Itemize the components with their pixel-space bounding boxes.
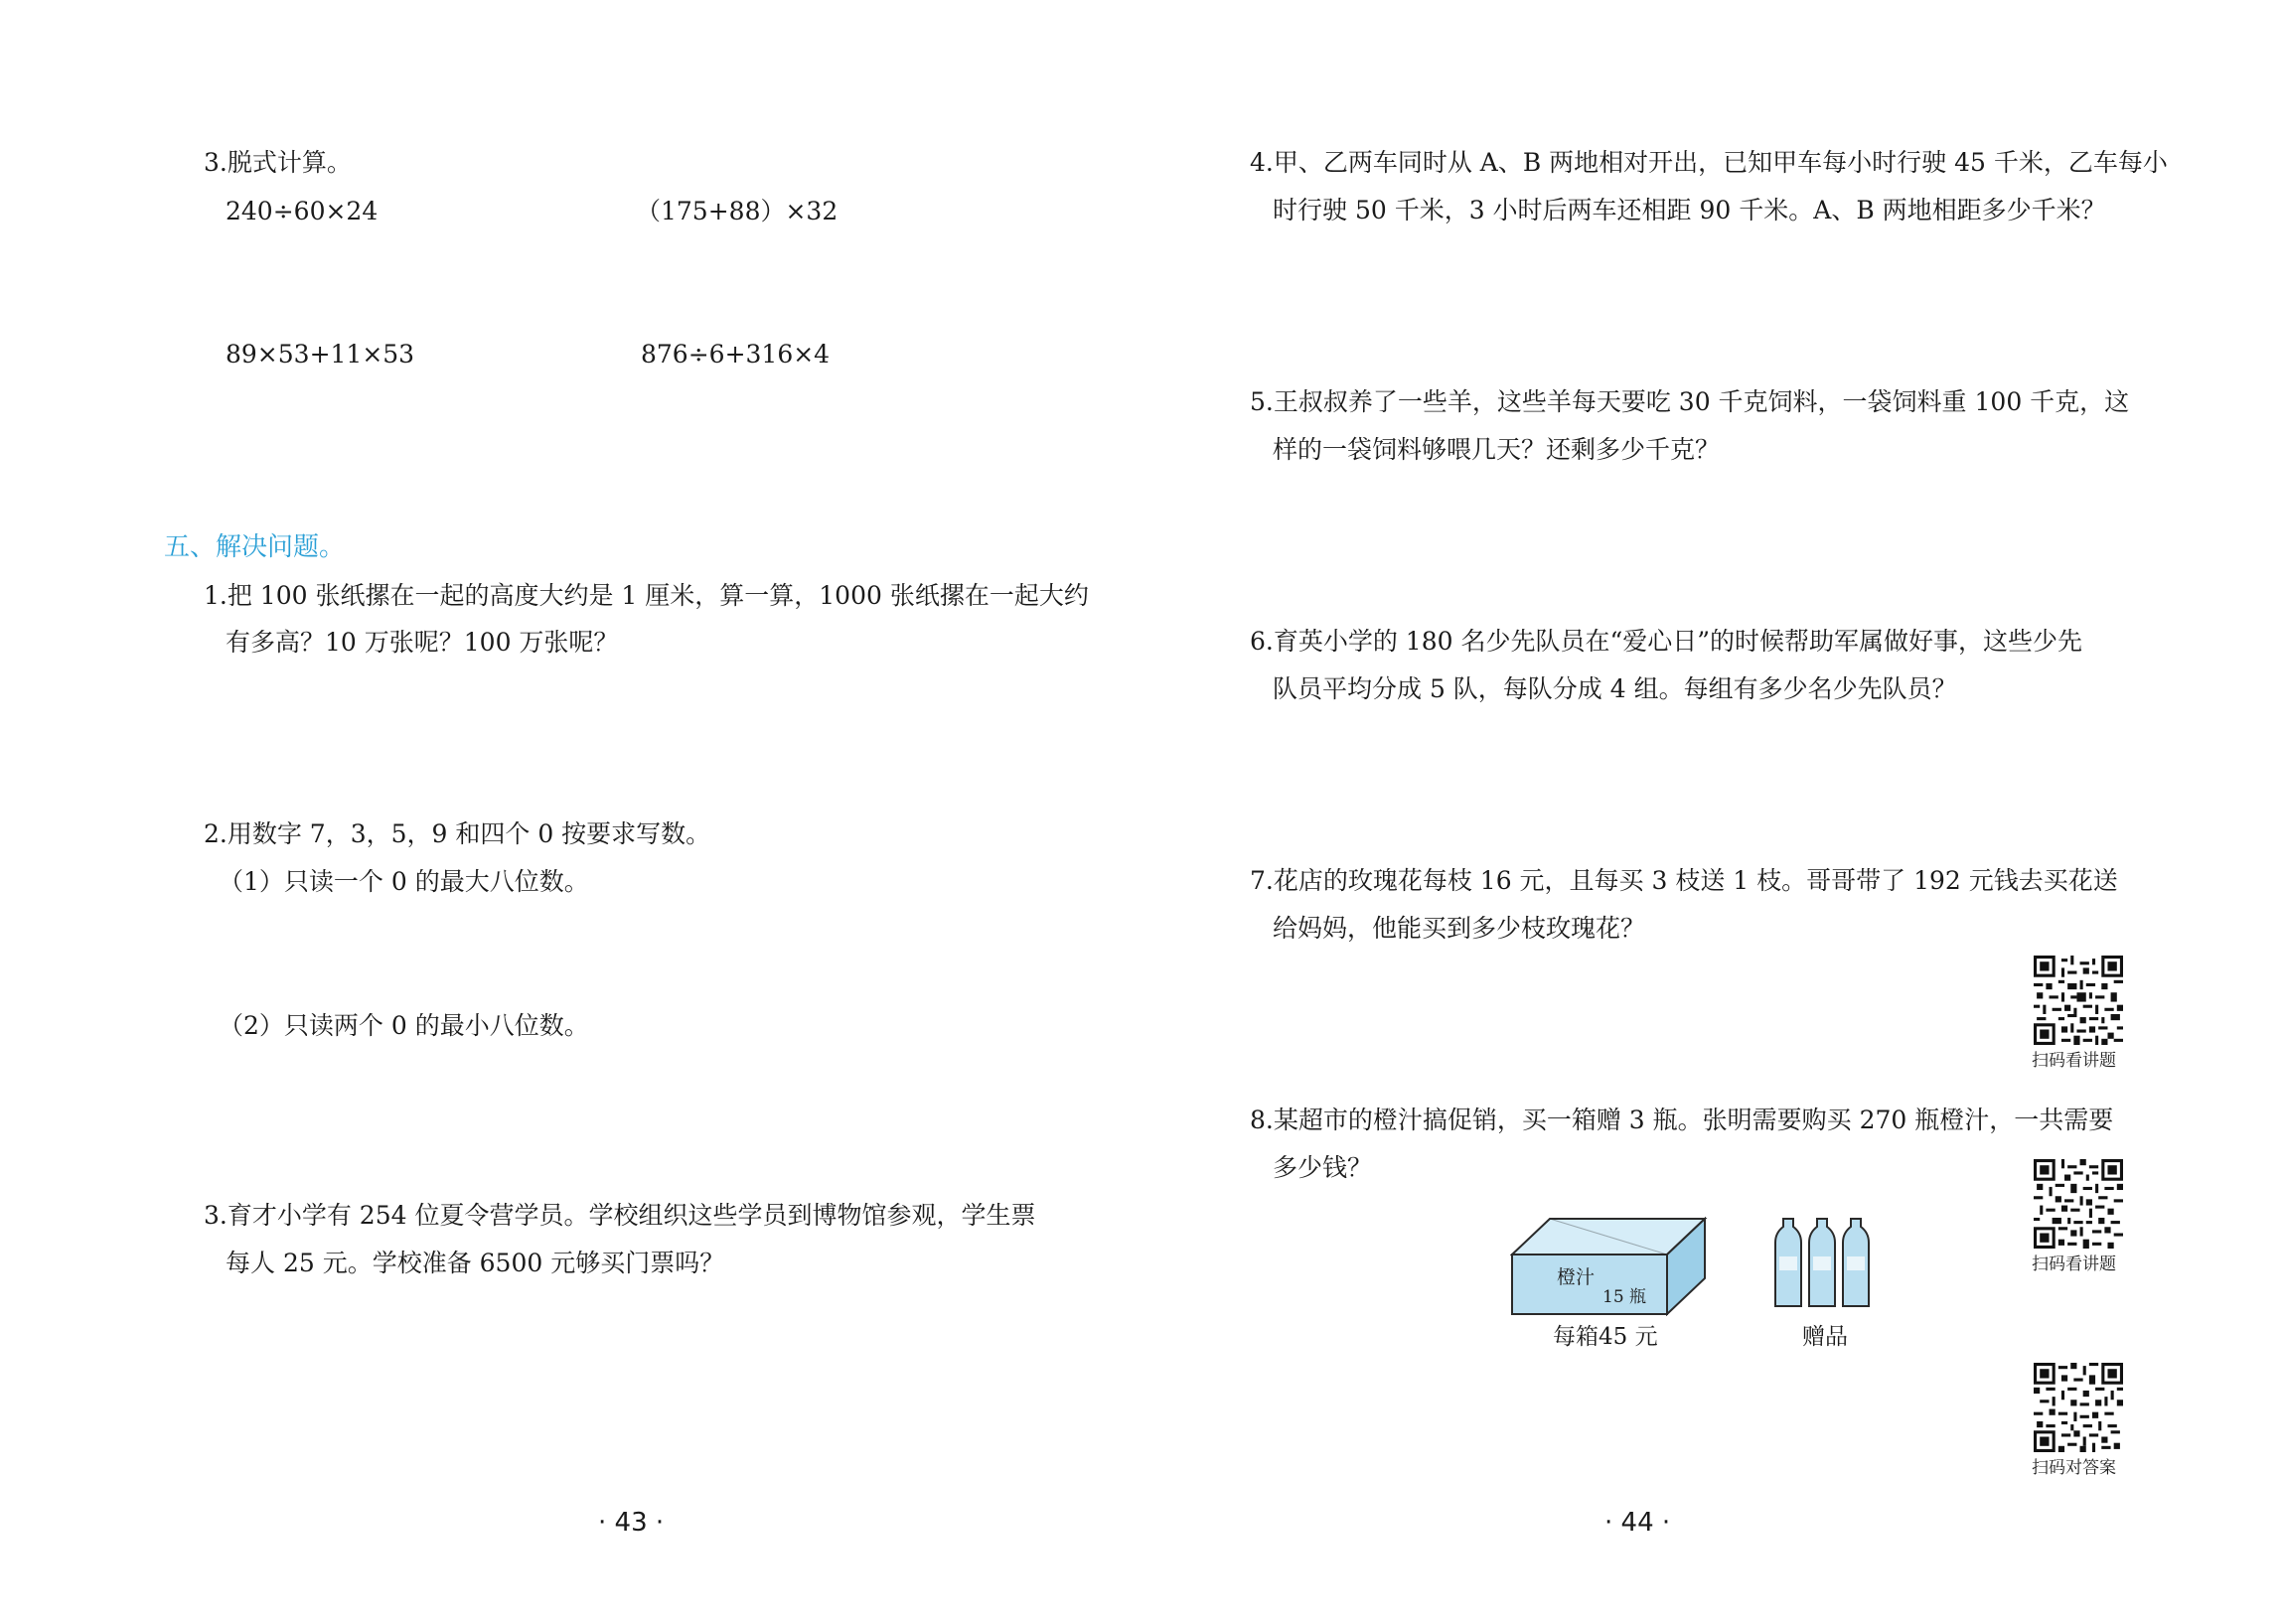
problem-1-line-1: 1.把 100 张纸摞在一起的高度大约是 1 厘米，算一算，1000 张纸摞在一起大约 (204, 581, 1089, 610)
problem-5-line-1: 5.王叔叔养了一些羊，这些羊每天要吃 30 千克饲料，一袋饲料重 100 千克，这 (1250, 387, 2130, 416)
page-number-right: · 44 · (1604, 1508, 1671, 1538)
problem-8-line-2: 多少钱？ (1273, 1153, 1373, 1182)
calc-3: 89×53+11×53 (226, 340, 415, 369)
problem-7-line-2: 给妈妈，他能买到多少枝玫瑰花？ (1273, 914, 1646, 943)
box-label-count: 15 瓶 (1602, 1287, 1647, 1307)
qr-code-icon[interactable] (2034, 956, 2123, 1045)
problem-6-line-2: 队员平均分成 5 队，每队分成 4 组。每组有多少名少先队员？ (1273, 674, 1957, 703)
bottles-icon (1773, 1217, 1873, 1311)
gift-caption: 赠品 (1802, 1324, 1848, 1350)
problem-1-line-2: 有多高？10 万张呢？100 万张呢？ (226, 628, 619, 657)
box-caption: 每箱45 元 (1553, 1324, 1658, 1350)
q3-title: 3.脱式计算。 (204, 148, 352, 177)
box-label-juice: 橙汁 (1557, 1266, 1596, 1288)
problem-3-line-1: 3.育才小学有 254 位夏令营学员。学校组织这些学员到博物馆参观，学生票 (204, 1201, 1036, 1230)
problem-8-line-1: 8.某超市的橙汁搞促销，买一箱赠 3 瓶。张明需要购买 270 瓶橙汁，一共需要 (1250, 1106, 2114, 1134)
qr-code-icon[interactable] (2034, 1159, 2123, 1249)
qr-caption-1: 扫码看讲题 (2032, 1051, 2116, 1071)
problem-2-line-1: 2.用数字 7，3，5，9 和四个 0 按要求写数。 (204, 819, 711, 848)
problem-4-line-2: 时行驶 50 千米，3 小时后两车还相距 90 千米。A、B 两地相距多少千米？ (1273, 196, 2106, 224)
calc-2: （175+88）×32 (636, 197, 838, 225)
page-number-left: · 43 · (598, 1508, 665, 1538)
problem-4-line-1: 4.甲、乙两车同时从 A、B 两地相对开出，已知甲车每小时行驶 45 千米，乙车每小 (1250, 148, 2168, 177)
problem-2-sub-2: （2）只读两个 0 的最小八位数。 (219, 1011, 589, 1040)
qr-code-icon[interactable] (2034, 1363, 2123, 1452)
calc-4: 876÷6+316×4 (641, 340, 831, 369)
qr-caption-2: 扫码看讲题 (2032, 1255, 2116, 1274)
problem-5-line-2: 样的一袋饲料够喂几天？还剩多少千克？ (1273, 435, 1721, 464)
problem-2-sub-1: （1）只读一个 0 的最大八位数。 (219, 867, 589, 896)
problem-7-line-1: 7.花店的玫瑰花每枝 16 元，且每买 3 枝送 1 枝。哥哥带了 192 元钱去买花送 (1250, 866, 2118, 895)
problem-3-line-2: 每人 25 元。学校准备 6500 元够买门票吗？ (226, 1249, 725, 1277)
problem-6-line-1: 6.育英小学的 180 名少先队员在“爱心日”的时候帮助军属做好事，这些少先 (1250, 627, 2083, 656)
calc-1: 240÷60×24 (226, 197, 379, 225)
qr-caption-3: 扫码对答案 (2032, 1458, 2116, 1478)
section-title: 五、解决问题。 (164, 532, 346, 562)
